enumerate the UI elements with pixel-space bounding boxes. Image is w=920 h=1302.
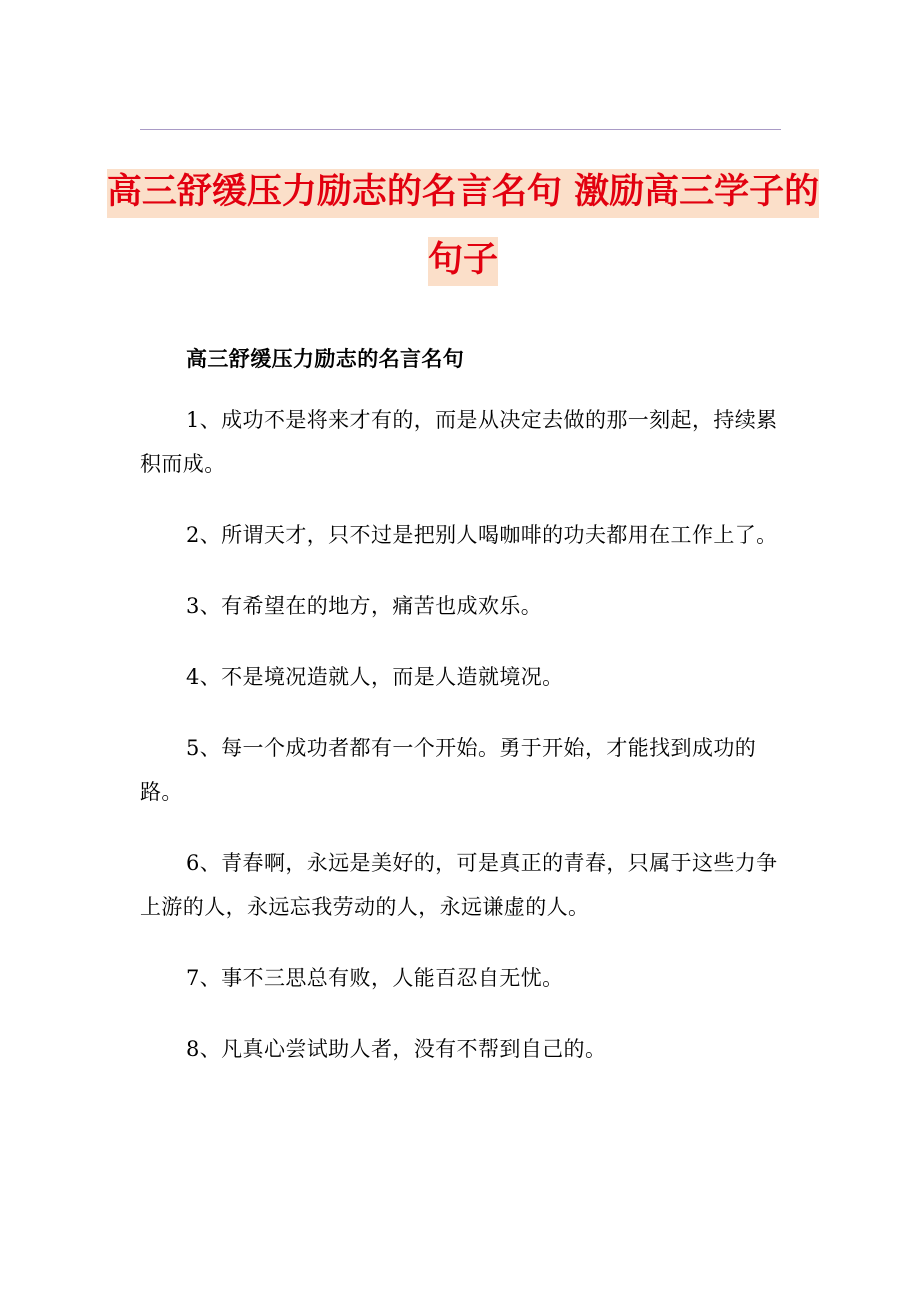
quote-item-7: 7、事不三思总有败，人能百忍自无忧。: [186, 966, 564, 990]
header-rule: [140, 129, 781, 130]
quote-item-5: 5、每一个成功者都有一个开始。勇于开始，才能找到成功的路。: [140, 736, 757, 804]
quote-item-4: 4、不是境况造就人，而是人造就境况。: [186, 665, 564, 689]
quote-item-6: 6、青春啊，永远是美好的，可是真正的青春，只属于这些力争上游的人，永远忘我劳动的人，永远谦虚的人。: [140, 851, 778, 919]
document-body: [140, 337, 785, 1098]
quote-item-2: 2、所谓天才，只不过是把别人喝咖啡的功夫都用在工作上了。: [186, 523, 778, 547]
document-title-text: 高三舒缓压力励志的名言名句 激励高三学子的句子: [107, 169, 819, 286]
quote-item-1: 1、成功不是将来才有的，而是从决定去做的那一刻起，持续累积而成。: [140, 408, 778, 476]
quote-item-3: 3、有希望在的地方，痛苦也成欢乐。: [186, 594, 543, 618]
document-title: [100, 158, 826, 294]
quote-item-8: 8、凡真心尝试助人者，没有不帮到自己的。: [186, 1037, 607, 1061]
section-heading: 高三舒缓压力励志的名言名句: [186, 346, 465, 371]
